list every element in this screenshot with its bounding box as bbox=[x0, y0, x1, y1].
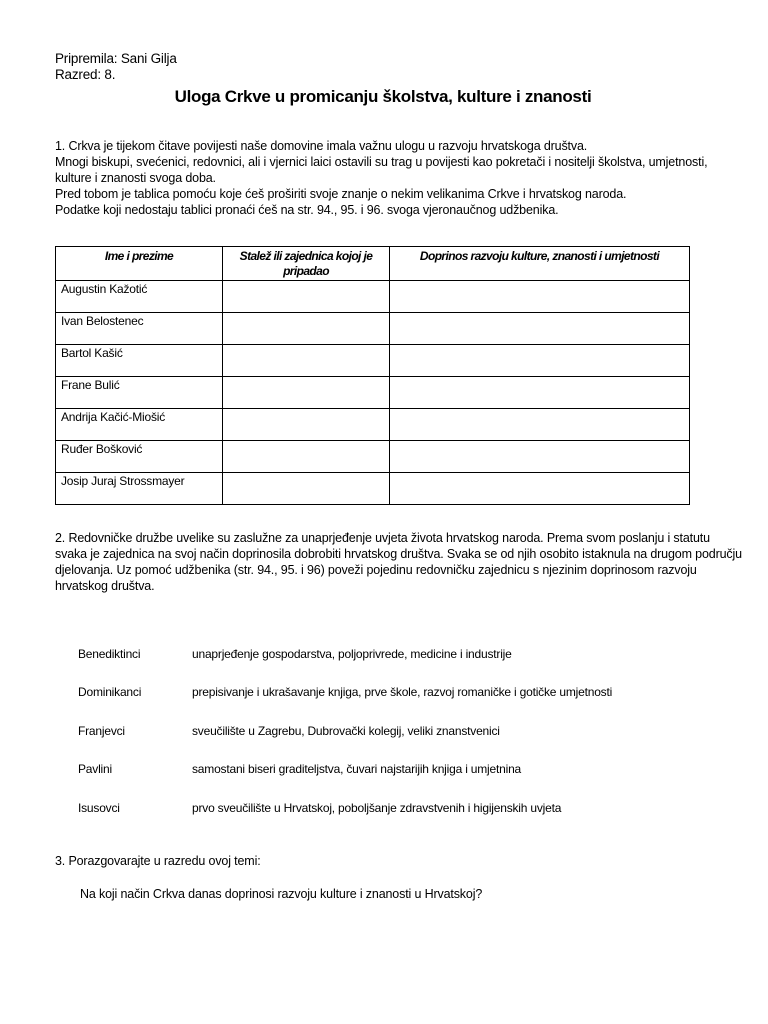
contribution-cell[interactable] bbox=[390, 473, 690, 505]
task-1-line: Mnogi biskupi, svećenici, redovnici, ali i vjernici laici ostavili su trag u povijesti kao pokretači i nositelji školstva, umjetnosti, bbox=[55, 155, 708, 169]
table-row bbox=[56, 313, 690, 345]
contribution-cell[interactable] bbox=[390, 441, 690, 473]
table-row bbox=[56, 377, 690, 409]
task-2-line: svaka je zajednica na svoj način doprinosila dobrobiti hrvatskog društva. Svaka se od njih osobito istaknula na drugom području bbox=[55, 547, 742, 561]
task-1-line: kulture i znanosti svoga doba. bbox=[55, 171, 216, 185]
religious-order[interactable]: Isusovci bbox=[78, 801, 120, 815]
task-2-line: djelovanja. Uz pomoć udžbenika (str. 94., 95. i 96) poveži pojedinu redovničku zajednicu s njezinim doprinosom razvoju bbox=[55, 563, 697, 577]
contribution-cell[interactable] bbox=[390, 281, 690, 313]
status-cell[interactable] bbox=[223, 281, 390, 313]
header-status: Stalež ili zajednica kojoj je pripadao bbox=[223, 247, 390, 281]
order-contribution[interactable]: prvo sveučilište u Hrvatskoj, poboljšanje zdravstvenih i higijenskih uvjeta bbox=[192, 801, 562, 815]
status-cell[interactable] bbox=[223, 473, 390, 505]
personalities-table bbox=[55, 246, 690, 505]
status-cell[interactable] bbox=[223, 345, 390, 377]
contribution-cell[interactable] bbox=[390, 377, 690, 409]
religious-order[interactable]: Dominikanci bbox=[78, 685, 142, 699]
page-title: Uloga Crkve u promicanju školstva, kulture i znanosti bbox=[174, 87, 592, 106]
person-name: Bartol Kašić bbox=[56, 345, 223, 377]
table-header-row bbox=[56, 247, 690, 281]
status-cell[interactable] bbox=[223, 377, 390, 409]
order-contribution[interactable]: sveučilište u Zagrebu, Dubrovački kolegij, veliki znanstvenici bbox=[192, 724, 500, 738]
religious-order[interactable]: Franjevci bbox=[78, 724, 125, 738]
task-2-text bbox=[55, 530, 742, 594]
status-cell[interactable] bbox=[223, 409, 390, 441]
task-1-line: Podatke koji nedostaju tablici pronaći ćeš na str. 94., 95. i 96. svoga vjeronaučnog udžbenika. bbox=[55, 203, 559, 217]
task-1-line: 1. Crkva je tijekom čitave povijesti naše domovine imala važnu ulogu u razvoju hrvatskoga društva. bbox=[55, 139, 588, 153]
task-2-line: hrvatskog društva. bbox=[55, 579, 155, 593]
contribution-cell[interactable] bbox=[390, 345, 690, 377]
person-name: Augustin Kažotić bbox=[56, 281, 223, 313]
order-contribution[interactable]: samostani biseri graditeljstva, čuvari najstarijih knjiga i umjetnina bbox=[192, 762, 522, 776]
order-contribution[interactable]: prepisivanje i ukrašavanje knjiga, prve škole, razvoj romaničke i gotičke umjetnosti bbox=[192, 685, 613, 699]
header-contribution: Doprinos razvoju kulture, znanosti i umjetnosti bbox=[390, 247, 690, 281]
religious-order[interactable]: Pavlini bbox=[78, 762, 112, 776]
person-name: Andrija Kačić-Miošić bbox=[56, 409, 223, 441]
person-name: Frane Bulić bbox=[56, 377, 223, 409]
table-row bbox=[56, 409, 690, 441]
header-name: Ime i prezime bbox=[56, 247, 223, 281]
table-row bbox=[56, 281, 690, 313]
religious-order[interactable]: Benediktinci bbox=[78, 647, 141, 661]
person-name: Ivan Belostenec bbox=[56, 313, 223, 345]
prepared-by: Pripremila: Sani Gilja bbox=[55, 51, 177, 66]
table-row bbox=[56, 473, 690, 505]
person-name: Ruđer Bošković bbox=[56, 441, 223, 473]
table-row bbox=[56, 345, 690, 377]
task-3-prompt: 3. Porazgovarajte u razredu ovoj temi: bbox=[55, 854, 261, 868]
contribution-cell[interactable] bbox=[390, 313, 690, 345]
task-2-line: 2. Redovničke družbe uvelike su zaslužne za unaprjeđenje uvjeta života hrvatskog naroda. Prema svom poslanju i statutu bbox=[55, 531, 710, 545]
task-1-text bbox=[55, 138, 708, 218]
document-header bbox=[55, 51, 177, 83]
order-contribution[interactable]: unaprjeđenje gospodarstva, poljoprivrede, medicine i industrije bbox=[192, 647, 512, 661]
person-name: Josip Juraj Strossmayer bbox=[56, 473, 223, 505]
status-cell[interactable] bbox=[223, 313, 390, 345]
contribution-cell[interactable] bbox=[390, 409, 690, 441]
status-cell[interactable] bbox=[223, 441, 390, 473]
task-1-line: Pred tobom je tablica pomoću koje ćeš proširiti svoje znanje o nekim velikanima Crkve i hrvatskog naroda. bbox=[55, 187, 627, 201]
task-3-question: Na koji način Crkva danas doprinosi razvoju kulture i znanosti u Hrvatskoj? bbox=[80, 887, 483, 901]
table-row bbox=[56, 441, 690, 473]
grade: Razred: 8. bbox=[55, 67, 116, 82]
